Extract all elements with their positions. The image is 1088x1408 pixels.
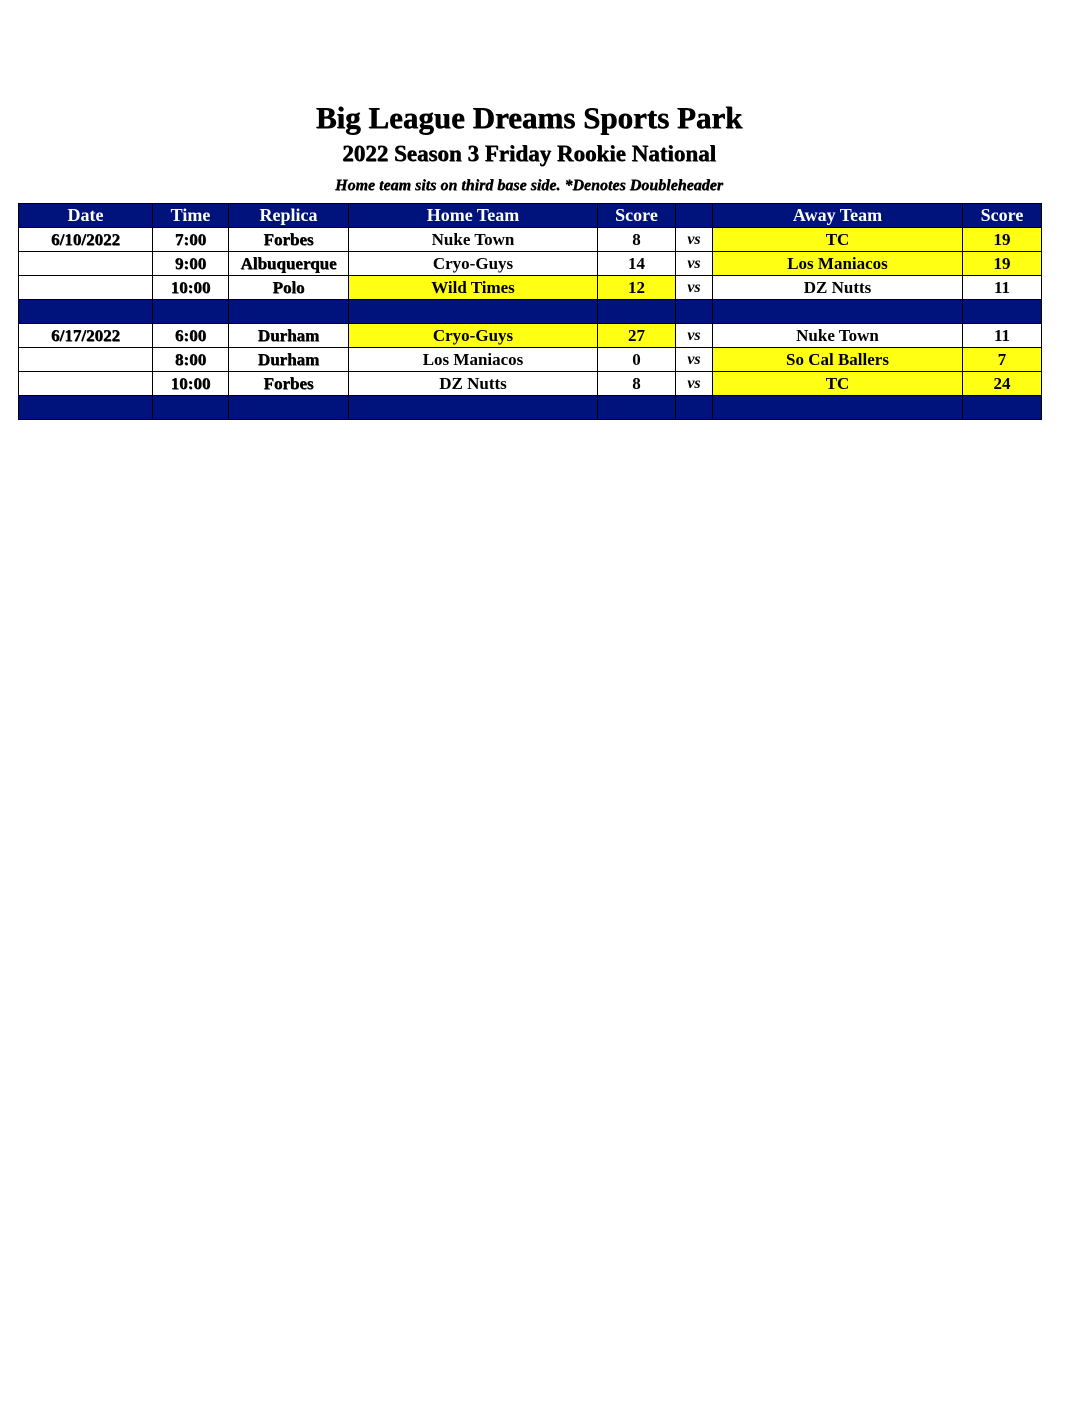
game-row	[19, 348, 1042, 372]
column-header-time: Time	[153, 204, 229, 228]
separator-cell	[713, 300, 963, 324]
home-score-cell: 8	[598, 228, 676, 252]
time-cell: 10:00	[153, 372, 229, 396]
away-team-cell: TC	[713, 228, 963, 252]
separator-cell	[229, 300, 349, 324]
away-score-cell: 11	[963, 324, 1042, 348]
column-header-away-score: Score	[963, 204, 1042, 228]
away-team-cell: DZ Nutts	[713, 276, 963, 300]
separator-row	[19, 300, 1042, 324]
column-header-date: Date	[19, 204, 153, 228]
time-cell: 9:00	[153, 252, 229, 276]
home-team-cell: Wild Times	[349, 276, 598, 300]
time-cell: 7:00	[153, 228, 229, 252]
game-row	[19, 252, 1042, 276]
separator-cell	[19, 396, 153, 420]
vs-cell: vs	[676, 252, 713, 276]
vs-cell: vs	[676, 324, 713, 348]
date-cell	[19, 252, 153, 276]
away-team-cell: Nuke Town	[713, 324, 963, 348]
replica-cell: Polo	[229, 276, 349, 300]
away-score-cell: 19	[963, 228, 1042, 252]
column-header-home-team: Home Team	[349, 204, 598, 228]
game-row	[19, 324, 1042, 348]
page-subtitle: 2022 Season 3 Friday Rookie National	[342, 141, 716, 166]
away-team-cell: TC	[713, 372, 963, 396]
away-team-cell: So Cal Ballers	[713, 348, 963, 372]
separator-cell	[229, 396, 349, 420]
game-row	[19, 372, 1042, 396]
home-team-cell: Nuke Town	[349, 228, 598, 252]
date-cell	[19, 348, 153, 372]
away-score-cell: 19	[963, 252, 1042, 276]
replica-cell: Forbes	[229, 228, 349, 252]
separator-cell	[349, 300, 598, 324]
home-score-cell: 14	[598, 252, 676, 276]
date-cell	[19, 372, 153, 396]
separator-cell	[598, 396, 676, 420]
column-header-away-team: Away Team	[713, 204, 963, 228]
away-team-cell: Los Maniacos	[713, 252, 963, 276]
home-score-cell: 27	[598, 324, 676, 348]
separator-cell	[713, 396, 963, 420]
away-score-cell: 11	[963, 276, 1042, 300]
home-score-cell: 12	[598, 276, 676, 300]
schedule-table	[18, 203, 1042, 420]
separator-cell	[676, 396, 713, 420]
home-team-cell: Los Maniacos	[349, 348, 598, 372]
column-header-replica: Replica	[229, 204, 349, 228]
date-cell: 6/10/2022	[19, 228, 153, 252]
header-row	[19, 204, 1042, 228]
schedule-body	[19, 228, 1042, 420]
separator-cell	[19, 300, 153, 324]
home-score-cell: 0	[598, 348, 676, 372]
separator-cell	[676, 300, 713, 324]
column-header-vs	[676, 204, 713, 228]
page-title: Big League Dreams Sports Park	[315, 100, 743, 135]
game-row	[19, 276, 1042, 300]
replica-cell: Albuquerque	[229, 252, 349, 276]
separator-row	[19, 396, 1042, 420]
separator-cell	[963, 300, 1042, 324]
away-score-cell: 7	[963, 348, 1042, 372]
home-team-cell: DZ Nutts	[349, 372, 598, 396]
date-cell: 6/17/2022	[19, 324, 153, 348]
time-cell: 8:00	[153, 348, 229, 372]
replica-cell: Durham	[229, 348, 349, 372]
home-team-cell: Cryo-Guys	[349, 324, 598, 348]
separator-cell	[153, 396, 229, 420]
vs-cell: vs	[676, 372, 713, 396]
replica-cell: Forbes	[229, 372, 349, 396]
replica-cell: Durham	[229, 324, 349, 348]
home-score-cell: 8	[598, 372, 676, 396]
date-cell	[19, 276, 153, 300]
separator-cell	[349, 396, 598, 420]
vs-cell: vs	[676, 276, 713, 300]
separator-cell	[963, 396, 1042, 420]
game-row	[19, 228, 1042, 252]
separator-cell	[598, 300, 676, 324]
away-score-cell: 24	[963, 372, 1042, 396]
home-team-cell: Cryo-Guys	[349, 252, 598, 276]
time-cell: 10:00	[153, 276, 229, 300]
separator-cell	[153, 300, 229, 324]
time-cell: 6:00	[153, 324, 229, 348]
vs-cell: vs	[676, 228, 713, 252]
vs-cell: vs	[676, 348, 713, 372]
page-note: Home team sits on third base side. *Denotes Doubleheader	[335, 177, 723, 194]
column-header-home-score: Score	[598, 204, 676, 228]
